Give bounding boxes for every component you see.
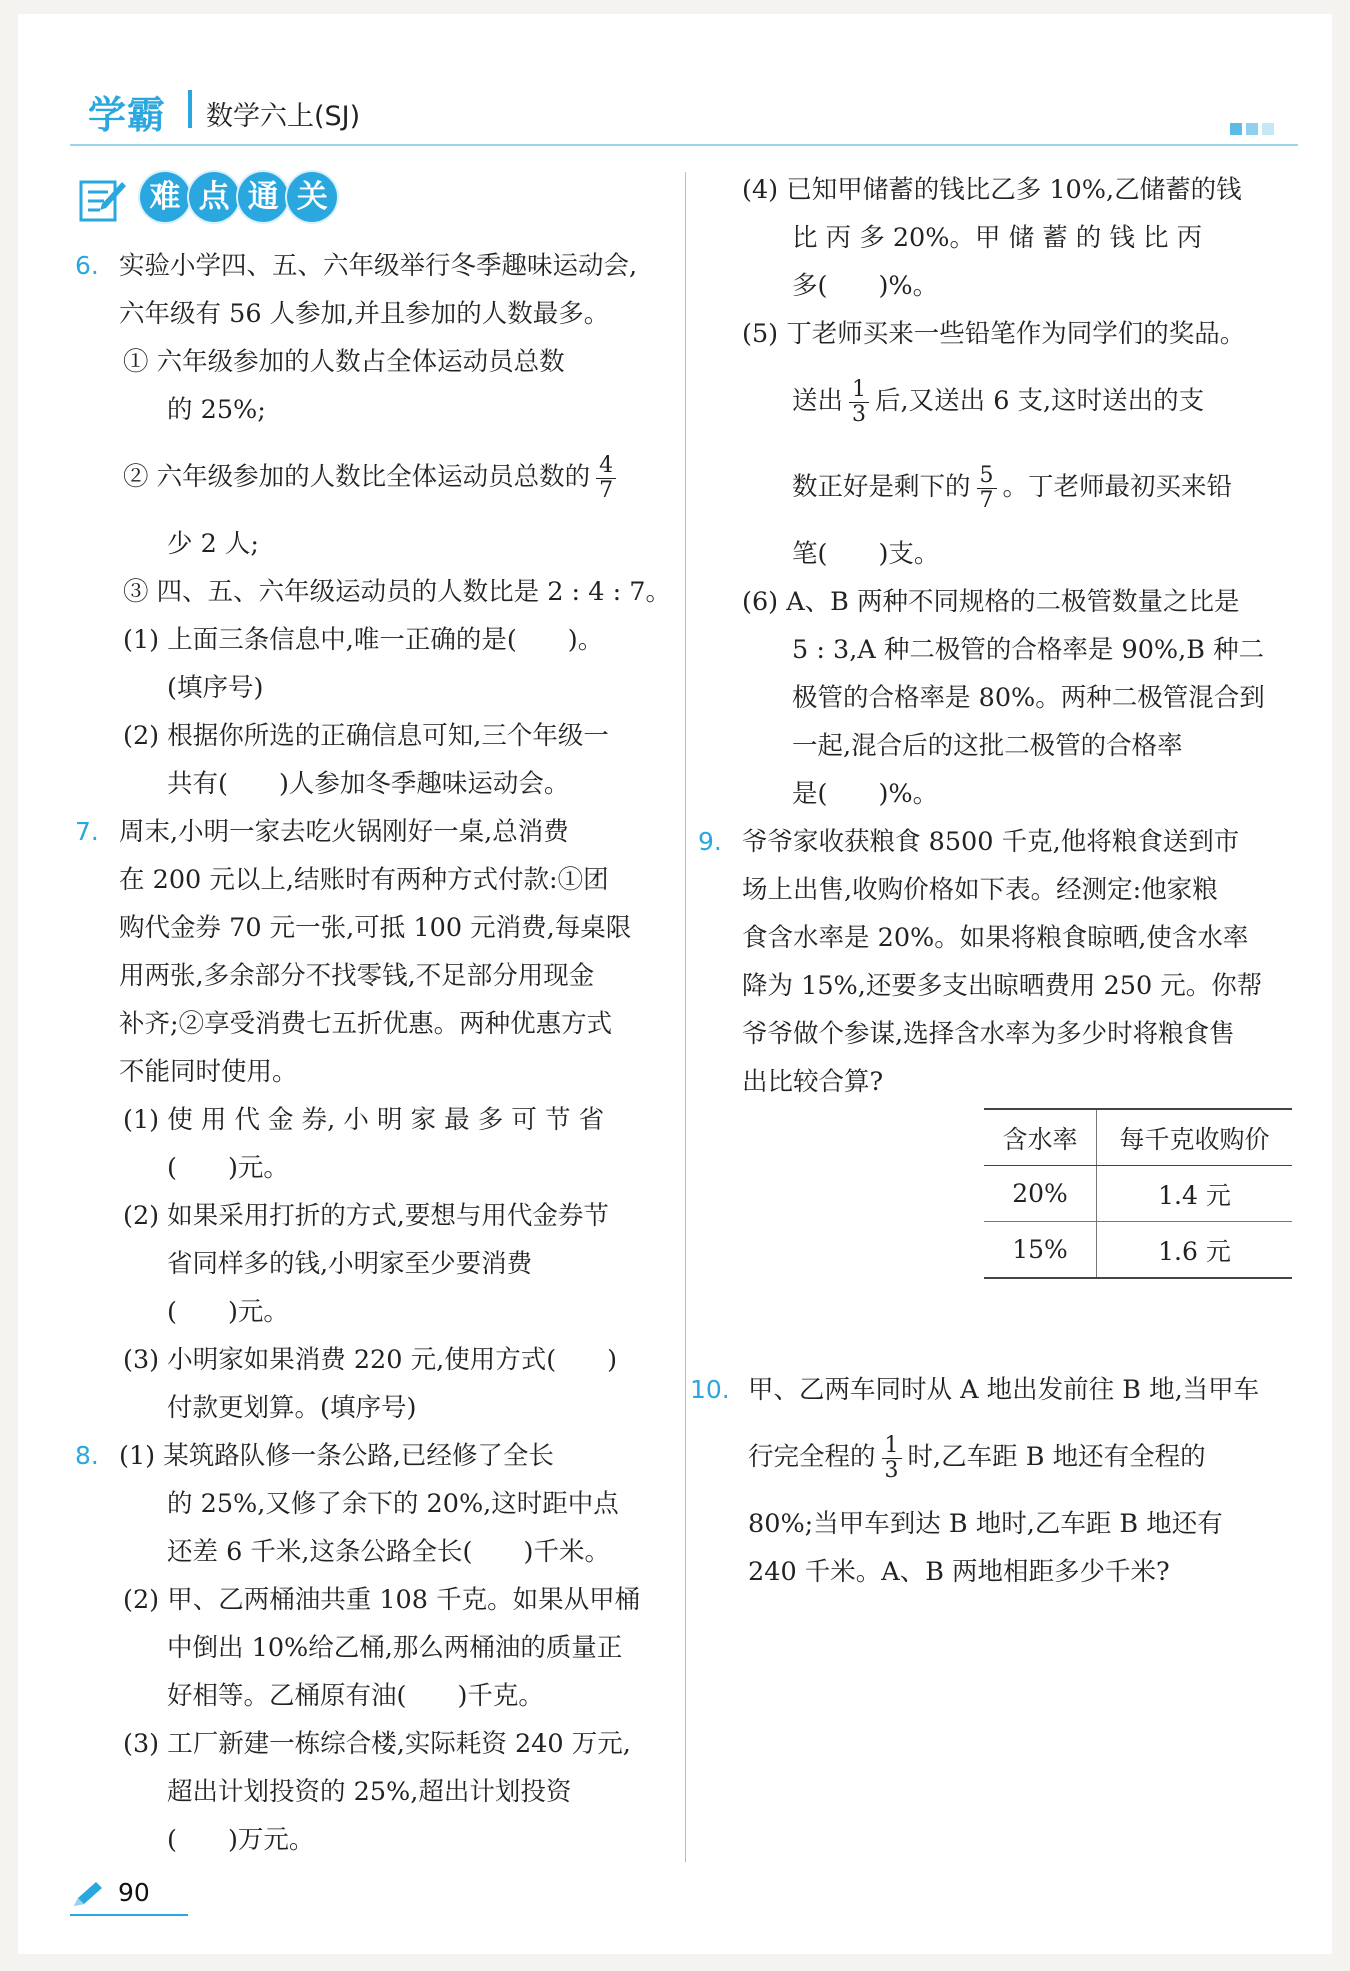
text-line: 比 丙 多 20%。甲 储 蓄 的 钱 比 丙 (792, 223, 1203, 253)
text-line: 出比较合算? (742, 1067, 884, 1097)
text-line: (2) 如果采用打折的方式,要想与用代金券节 (123, 1201, 609, 1231)
question-number: 10. (690, 1375, 730, 1404)
text-line-with-fraction (75, 434, 675, 520)
table-cell: 15% (984, 1222, 1097, 1279)
pencil-icon (70, 1880, 106, 1910)
fraction-numerator: 5 (977, 464, 997, 489)
header-rule (70, 144, 1298, 146)
question-number: 8. (75, 1441, 99, 1470)
page-header (70, 72, 1298, 142)
text-line: 付款更划算。(填序号) (167, 1393, 417, 1423)
text-line: (2) 根据你所选的正确信息可知,三个年级一 (123, 721, 609, 751)
heading-char: 关 (287, 172, 337, 222)
text-line: ( )元。 (167, 1153, 289, 1183)
text-line: 5 : 3,A 种二极管的合格率是 90%,B 种二 (792, 635, 1265, 665)
text-line: 超出计划投资的 25%,超出计划投资 (167, 1777, 572, 1807)
text-line: ③ 四、五、六年级运动员的人数比是 2 : 4 : 7。 (123, 577, 671, 607)
heading-char: 点 (189, 172, 239, 222)
table-cell: 1.4 元 (1097, 1166, 1293, 1222)
book-title: 数学六上(SJ) (206, 101, 361, 132)
heading-char: 通 (238, 172, 288, 222)
text-line: 少 2 人; (167, 529, 260, 559)
price-table (984, 1108, 1292, 1279)
text-span: 。丁老师最初买来铅 (1002, 472, 1233, 502)
text-span: 行完全程的 (748, 1442, 876, 1472)
table-header-row (984, 1109, 1292, 1166)
page (18, 14, 1332, 1954)
text-line: 甲、乙两车同时从 A 地出发前往 B 地,当甲车 (748, 1375, 1260, 1405)
text-line: 省同样多的钱,小明家至少要消费 (167, 1249, 533, 1279)
question-number: 6. (75, 251, 99, 280)
text-line: ① 六年级参加的人数占全体运动员总数 (123, 347, 565, 377)
text-line: (1) 使 用 代 金 券, 小 明 家 最 多 可 节 省 (123, 1105, 605, 1135)
fraction-numerator: 1 (849, 378, 869, 403)
notebook-pencil-icon (78, 176, 128, 224)
question-7 (75, 808, 675, 1096)
text-line: (1) 上面三条信息中,唯一正确的是( )。 (123, 625, 604, 655)
text-line: 240 千米。A、B 两地相距多少千米? (748, 1557, 1170, 1587)
question-number: 9. (698, 827, 722, 856)
text-line-with-fraction (698, 1414, 1303, 1500)
text-line: 爷爷做个参谋,选择含水率为多少时将粮食售 (742, 1019, 1235, 1049)
fraction-denominator: 3 (884, 1457, 899, 1483)
text-line: 是( )%。 (792, 779, 939, 809)
text-line: 共有( )人参加冬季趣味运动会。 (167, 769, 570, 799)
fraction-numerator: 1 (882, 1434, 902, 1459)
text-span: 后,又送出 6 支,这时送出的支 (875, 386, 1205, 416)
fraction (977, 464, 997, 513)
table-header: 含水率 (984, 1109, 1097, 1166)
text-line: 80%;当甲车到达 B 地时,乙车距 B 地还有 (748, 1509, 1223, 1539)
text-line-with-fraction (698, 358, 1303, 444)
text-line: (3) 小明家如果消费 220 元,使用方式( ) (123, 1345, 618, 1375)
footer-rule (70, 1914, 188, 1916)
logo-divider (188, 90, 192, 128)
text-line: ( )万元。 (167, 1825, 315, 1855)
text-line: 用两张,多余部分不找零钱,不足部分用现金 (119, 961, 595, 991)
table-cell: 20% (984, 1166, 1097, 1222)
page-number: 90 (118, 1878, 150, 1907)
text-line: 在 200 元以上,结账时有两种方式付款:①团 (119, 865, 609, 895)
text-line: 实验小学四、五、六年级举行冬季趣味运动会, (119, 251, 638, 281)
text-span: ② 六年级参加的人数比全体运动员总数的 (123, 462, 591, 492)
right-column (690, 166, 1303, 1596)
fraction (882, 1434, 902, 1483)
text-line: 的 25%,又修了余下的 20%,这时距中点 (167, 1489, 619, 1519)
question-6 (75, 242, 675, 338)
text-line-with-fraction (698, 444, 1303, 530)
question-10 (690, 1366, 1303, 1414)
fraction (849, 378, 869, 427)
text-line: 不能同时使用。 (119, 1057, 298, 1087)
table-row (984, 1166, 1292, 1222)
text-line: (3) 工厂新建一栋综合楼,实际耗资 240 万元, (123, 1729, 631, 1759)
question-9 (698, 818, 1303, 1106)
text-line: 周末,小明一家去吃火锅刚好一桌,总消费 (119, 817, 569, 847)
text-line: 六年级有 56 人参加,并且参加的人数最多。 (119, 299, 610, 329)
text-line: 中倒出 10%给乙桶,那么两桶油的质量正 (167, 1633, 623, 1663)
fraction-numerator: 4 (596, 454, 616, 479)
text-line: 食含水率是 20%。如果将粮食晾晒,使含水率 (742, 923, 1249, 953)
text-span: 送出 (792, 386, 844, 416)
text-line: (1) 某筑路队修一条公路,已经修了全长 (119, 1441, 554, 1471)
text-line: 极管的合格率是 80%。两种二极管混合到 (792, 683, 1265, 713)
text-line: 购代金券 70 元一张,可抵 100 元消费,每桌限 (119, 913, 632, 943)
question-number: 7. (75, 817, 99, 846)
fraction (596, 454, 616, 503)
text-line: 补齐;②享受消费七五折优惠。两种优惠方式 (119, 1009, 613, 1039)
text-line: 还差 6 千米,这条公路全长( )千米。 (167, 1537, 610, 1567)
text-line: 降为 15%,还要多支出晾晒费用 250 元。你帮 (742, 971, 1263, 1001)
text-span: 数正好是剩下的 (792, 472, 971, 502)
table-row (984, 1222, 1292, 1279)
text-line: (4) 已知甲储蓄的钱比乙多 10%,乙储蓄的钱 (742, 175, 1242, 205)
text-line: (2) 甲、乙两桶油共重 108 千克。如果从甲桶 (123, 1585, 641, 1615)
text-line: 场上出售,收购价格如下表。经测定:他家粮 (742, 875, 1218, 905)
section-heading (140, 172, 331, 222)
question-8 (75, 1432, 675, 1480)
heading-char: 难 (140, 172, 190, 222)
table-header: 每千克收购价 (1097, 1109, 1293, 1166)
text-line: 多( )%。 (792, 271, 939, 301)
fraction-denominator: 3 (852, 401, 867, 427)
column-divider (685, 172, 686, 1862)
text-line: ( )元。 (167, 1297, 289, 1327)
header-decoration (1226, 120, 1274, 139)
text-line: 笔( )支。 (792, 539, 940, 569)
brand-logo: 学霸 (88, 93, 167, 137)
text-line: 爷爷家收获粮食 8500 千克,他将粮食送到市 (742, 827, 1240, 857)
page-footer (70, 1876, 200, 1916)
left-column (75, 242, 675, 1864)
fraction-denominator: 7 (599, 477, 614, 503)
text-line: (填序号) (167, 673, 264, 703)
fraction-denominator: 7 (979, 487, 994, 513)
text-line: 的 25%; (167, 395, 266, 425)
text-line: 一起,混合后的这批二极管的合格率 (792, 731, 1183, 761)
text-line: 好相等。乙桶原有油( )千克。 (167, 1681, 544, 1711)
text-span: 时,乙车距 B 地还有全程的 (907, 1442, 1206, 1472)
table-cell: 1.6 元 (1097, 1222, 1293, 1279)
text-line: (5) 丁老师买来一些铅笔作为同学们的奖品。 (742, 319, 1246, 349)
text-line: (6) A、B 两种不同规格的二极管数量之比是 (742, 587, 1240, 617)
